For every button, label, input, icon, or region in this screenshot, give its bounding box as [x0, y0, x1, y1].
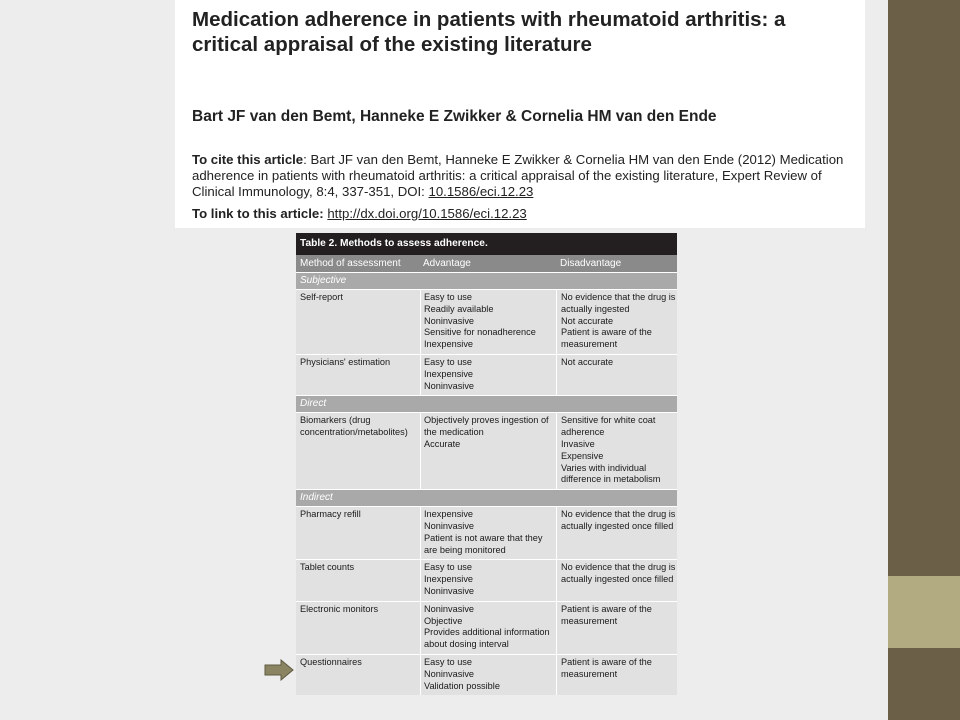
advantage-item: Inexpensive	[424, 509, 474, 520]
disadvantage-item: Not accurate	[561, 356, 614, 367]
table-body	[296, 272, 677, 695]
cell-advantages	[420, 355, 556, 395]
cell-advantages	[420, 507, 556, 559]
advantage-item: Objective	[424, 615, 463, 626]
disadvantage-item: Patient is aware of the measurement	[561, 327, 652, 350]
table-row	[296, 354, 677, 395]
table-row	[296, 654, 677, 695]
column-header-advantage: Advantage	[423, 258, 471, 269]
article-link-separator: :	[319, 206, 328, 221]
advantage-item: Provides additional information about dosing interval	[424, 627, 550, 650]
table-row	[296, 412, 677, 489]
article-link-label: To link to this article	[192, 206, 320, 221]
advantage-item: Accurate	[424, 438, 461, 449]
column-header-disadvantage: Disadvantage	[560, 258, 622, 269]
article-header	[175, 0, 865, 228]
table-section-header: Indirect	[296, 489, 677, 506]
cell-advantages	[420, 413, 556, 489]
table-section-header: Direct	[296, 395, 677, 412]
disadvantage-item: Not accurate	[561, 315, 614, 326]
article-link	[192, 206, 527, 221]
disadvantage-item: No evidence that the drug is actually ingested once filled	[561, 562, 676, 585]
cell-disadvantages	[556, 560, 677, 600]
advantage-item: Noninvasive	[424, 380, 475, 391]
cell-advantages	[420, 655, 556, 695]
disadvantage-item: Expensive	[561, 450, 604, 461]
advantage-item: Inexpensive	[424, 368, 474, 379]
advantage-item: Noninvasive	[424, 585, 475, 596]
citation-text: : Bart JF van den Bemt, Hanneke E Zwikker & Cornelia HM van den Ende (2012) Medication adherence in patients with rheumatoid arthritis: a critical appraisal of the existing literature, Expert Review of Clinical Immunology, 8:4, 337-351, DOI:	[192, 152, 844, 199]
citation-label: To cite this article	[192, 152, 304, 167]
article-authors: Bart JF van den Bemt, Hanneke E Zwikker & Cornelia HM van den Ende	[192, 108, 717, 125]
citation	[192, 152, 852, 199]
disadvantage-item: Varies with individual difference in metabolism	[561, 462, 661, 485]
advantage-item: Inexpensive	[424, 339, 474, 350]
advantage-item: Easy to use	[424, 292, 473, 302]
table-row	[296, 289, 677, 354]
advantage-item: Noninvasive	[424, 603, 475, 614]
disadvantage-item: No evidence that the drug is actually ingested	[561, 292, 676, 314]
disadvantage-item: No evidence that the drug is actually ingested once filled	[561, 509, 676, 531]
advantage-item: Easy to use	[424, 356, 473, 367]
advantage-item: Easy to use	[424, 656, 473, 667]
advantage-item: Inexpensive	[424, 574, 474, 585]
cell-method: Tablet counts	[300, 562, 355, 573]
cell-method: Electronic monitors	[300, 603, 379, 614]
cell-advantages	[420, 560, 556, 600]
advantage-item: Objectively proves ingestion of the medication	[424, 415, 549, 438]
table-row	[296, 506, 677, 559]
cell-advantages	[420, 290, 556, 354]
table-row	[296, 559, 677, 600]
cell-method: Questionnaires	[300, 656, 362, 667]
advantage-item: Patient is not aware that they are being monitored	[424, 532, 543, 555]
cell-disadvantages	[556, 507, 677, 559]
table-row	[296, 601, 677, 654]
article-title: Medication adherence in patients with rheumatoid arthritis: a critical appraisal of the existing literature	[192, 8, 786, 56]
disadvantage-item: Patient is aware of the measurement	[561, 656, 652, 679]
advantage-item: Validation possible	[424, 680, 500, 691]
table-title: Table 2. Methods to assess adherence.	[296, 233, 677, 255]
side-bar-accent	[888, 576, 960, 648]
disadvantage-item: Invasive	[561, 438, 595, 449]
cell-disadvantages	[556, 602, 677, 654]
citation-doi-link[interactable]: 10.1586/eci.12.23	[428, 183, 534, 199]
advantage-item: Noninvasive	[424, 315, 475, 326]
advantage-item: Noninvasive	[424, 668, 475, 679]
table-section-header: Subjective	[296, 272, 677, 289]
cell-method: Biomarkers (drug concentration/metabolites)	[300, 415, 408, 438]
advantage-item: Sensitive for nonadherence	[424, 327, 536, 338]
advantage-item: Easy to use	[424, 562, 473, 573]
cell-advantages	[420, 602, 556, 654]
cell-method: Physicians' estimation	[300, 356, 391, 367]
table-header-row	[296, 255, 677, 272]
column-header-method: Method of assessment	[300, 258, 401, 269]
adherence-methods-table	[296, 233, 677, 695]
disadvantage-item: Sensitive for white coat adherence	[561, 415, 656, 438]
article-url-link[interactable]: http://dx.doi.org/10.1586/eci.12.23	[327, 206, 527, 221]
cell-disadvantages	[556, 290, 677, 354]
advantage-item: Noninvasive	[424, 520, 475, 531]
cell-disadvantages	[556, 655, 677, 695]
cell-method: Self-report	[300, 292, 343, 302]
cell-disadvantages	[556, 355, 677, 395]
cell-disadvantages	[556, 413, 677, 489]
disadvantage-item: Patient is aware of the measurement	[561, 603, 652, 626]
cell-method: Pharmacy refill	[300, 509, 361, 520]
arrow-right-icon	[264, 659, 294, 681]
advantage-item: Readily available	[424, 303, 494, 314]
slide-side-bar	[888, 0, 960, 720]
